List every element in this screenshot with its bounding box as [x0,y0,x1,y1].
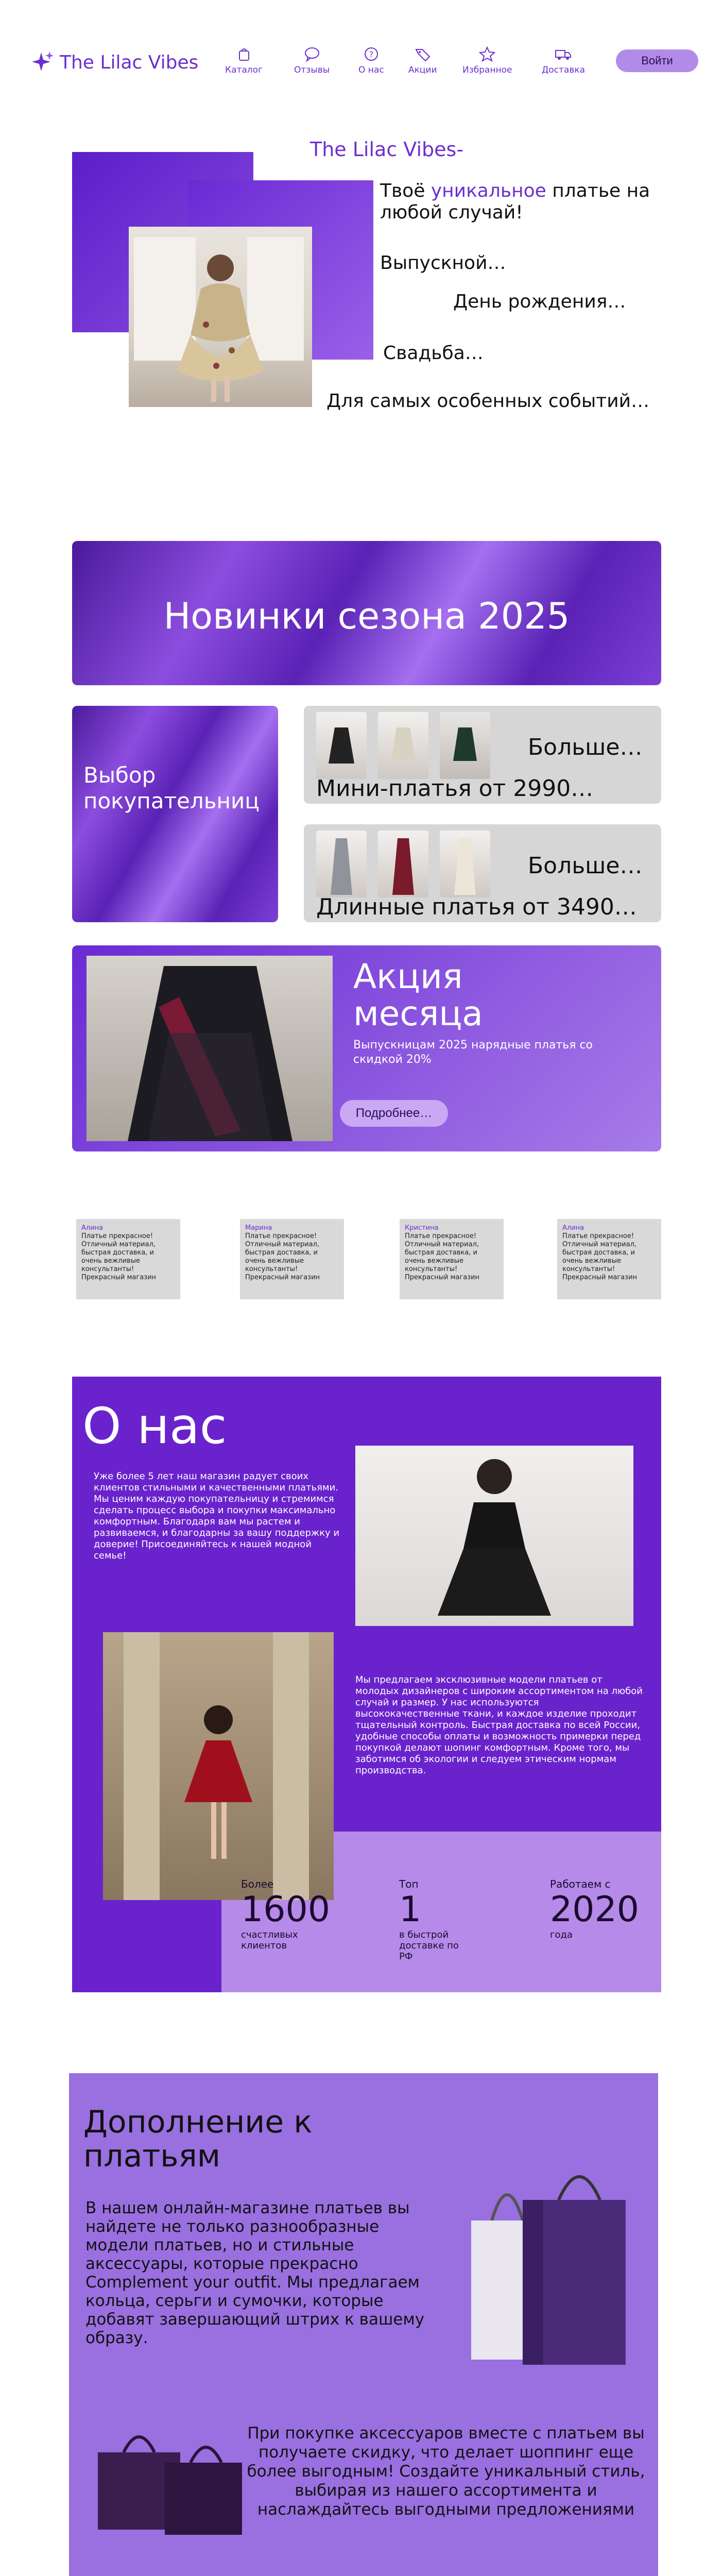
about-title: О нас [82,1397,227,1455]
stat-since [550,1878,639,1940]
long-more-link[interactable]: Больше… [528,853,643,879]
stat-delivery [399,1878,461,1962]
buyers-choice-card[interactable] [72,706,278,922]
dress-thumb [378,712,428,779]
login-button[interactable]: Войти [616,49,698,72]
stat-top: Работаем с [550,1878,611,1890]
slogan-accent: уникальное [431,180,546,201]
hero-slogan-line2: любой случай! [380,202,523,223]
review-text: Платье прекрасное! Отличный материал, быстрая доставка, и очень вежливые консультанты! Прекрасный магазин [405,1232,480,1281]
review-card [76,1219,180,1299]
dress-thumb [316,712,367,779]
stat-top: Более [241,1878,274,1890]
accessories-text-2: При покупке аксессуаров вместе с платьем вы получаете скидку, что делает шоппинг еще более выгодным! Создайте уникальный стиль, выбирая из нашего ассортимента и наслаждайтесь выгодными предложениями [247,2424,645,2519]
promo-title: Акция месяца [353,957,483,1033]
hero-brand: The Lilac Vibes- [310,138,464,161]
reviewer-name: Кристина [405,1224,439,1232]
stat-clients [241,1878,330,1951]
occasion-graduation: Выпускной… [380,252,506,274]
nav-label: Акции [408,65,437,75]
logo[interactable] [31,50,198,74]
nav-label: Отзывы [294,65,330,75]
dress-thumb [378,831,428,897]
nav-favorites[interactable] [462,46,512,75]
dress-thumb [440,712,490,779]
reviewer-name: Марина [245,1224,272,1232]
stat-value: 1600 [241,1889,331,1930]
review-text: Платье прекрасное! Отличный материал, быстрая доставка, и очень вежливые консультанты! Прекрасный магазин [245,1232,320,1281]
promo-photo [87,956,333,1141]
occasion-special: Для самых особенных событий… [326,391,650,412]
logo-text: The Lilac Vibes [60,52,199,73]
review-text: Платье прекрасное! Отличный материал, быстрая доставка, и очень вежливые консультанты! Прекрасный магазин [81,1232,157,1281]
nav-promo[interactable] [408,46,437,75]
dark-bags-image [93,2421,247,2540]
nav-catalog[interactable] [225,46,263,75]
new-season-title: Новинки сезона 2025 [163,595,570,637]
nav-label: Избранное [462,65,512,75]
sparkle-icon [31,50,55,74]
mini-more-link[interactable]: Больше… [528,734,643,760]
promo-details-button[interactable]: Подробнее… [340,1100,448,1127]
nav-reviews[interactable] [294,46,330,75]
mini-dresses-title: Мини-платья от 2990… [316,775,594,802]
review-card [400,1219,504,1299]
dress-thumb [440,831,490,897]
about-photo-1 [355,1446,633,1626]
star-icon [478,46,496,62]
stat-bottom: в быстрой доставке по РФ [399,1929,459,1962]
chat-icon [303,46,321,62]
svg-text:?: ? [369,49,374,59]
accessories-text-1: В нашем онлайн-магазине платьев вы найдете не только разнообразные модели платьев, но и стильные аксессуары, которые прекрасно Complement your outfit. Мы предлагаем кольца, серьги и сумочки, которые добавят завершающий штрих к вашему образу. [85,2199,425,2347]
review-text: Платье прекрасное! Отличный материал, быстрая доставка, и очень вежливые консультанты! Прекрасный магазин [562,1232,638,1281]
nav-label: Доставка [542,65,586,75]
about-text-1: Уже более 5 лет наш магазин радует своих клиентов стильными и качественными платьями. Мы ценим каждую покупательницу и стремимся сделать процесс выбора и покупки максимально комфортным. Благодаря вам мы растем и развиваемся, и благодарны за вашу поддержку и доверие! Присоединяйтесь к нашей модной семье! [94,1471,340,1561]
review-card [240,1219,344,1299]
slogan-part: платье на [546,180,650,201]
bag-icon [235,46,253,62]
about-photo-2 [103,1632,334,1900]
slogan-part: Твоё [380,180,431,201]
stat-bottom: счастливых клиентов [241,1929,298,1951]
review-card [557,1219,661,1299]
occasion-wedding: Свадьба… [383,343,484,364]
tag-icon [414,46,432,62]
hero-slogan-line1 [380,180,650,201]
occasion-birthday: День рождения… [453,291,626,312]
nav-label: Каталог [225,65,263,75]
long-dresses-title: Длинные платья от 3490… [316,894,637,920]
mini-dresses-card[interactable] [304,706,661,804]
new-season-banner[interactable] [72,541,661,685]
promo-description: Выпускницам 2025 нарядные платья со скидкой 20% [353,1039,593,1066]
accessories-title: Дополнение к платьям [83,2104,313,2174]
hero-photo [129,227,312,407]
reviewer-name: Алина [562,1224,584,1232]
stat-value: 1 [399,1889,422,1930]
dress-thumb [316,831,367,897]
buyers-choice-label: Выбор покупательниц [83,762,260,814]
about-text-2: Мы предлагаем эксклюзивные модели платьев от молодых дизайнеров с широким ассортиментом на любой случай и размер. У нас используются высококачественные ткани, и каждое изделие проходит тщательный контроль. Быстрая доставка по всей России, удобные способы оплаты и возможность примерки перед покупкой делают шопинг комфортным. Кроме того, мы заботимся об экологии и следуем этическим нормам производства. [355,1674,643,1776]
stat-bottom: года [550,1929,573,1940]
nav-delivery[interactable] [542,46,585,75]
question-icon [363,46,380,62]
reviewer-name: Алина [81,1224,104,1232]
nav-label: О нас [358,65,384,75]
stat-top: Топ [399,1878,419,1890]
truck-icon [555,46,572,62]
shopping-bags-image [461,2159,631,2375]
long-dresses-card[interactable] [304,824,661,922]
stat-value: 2020 [550,1889,640,1930]
nav-about[interactable] [358,46,384,75]
